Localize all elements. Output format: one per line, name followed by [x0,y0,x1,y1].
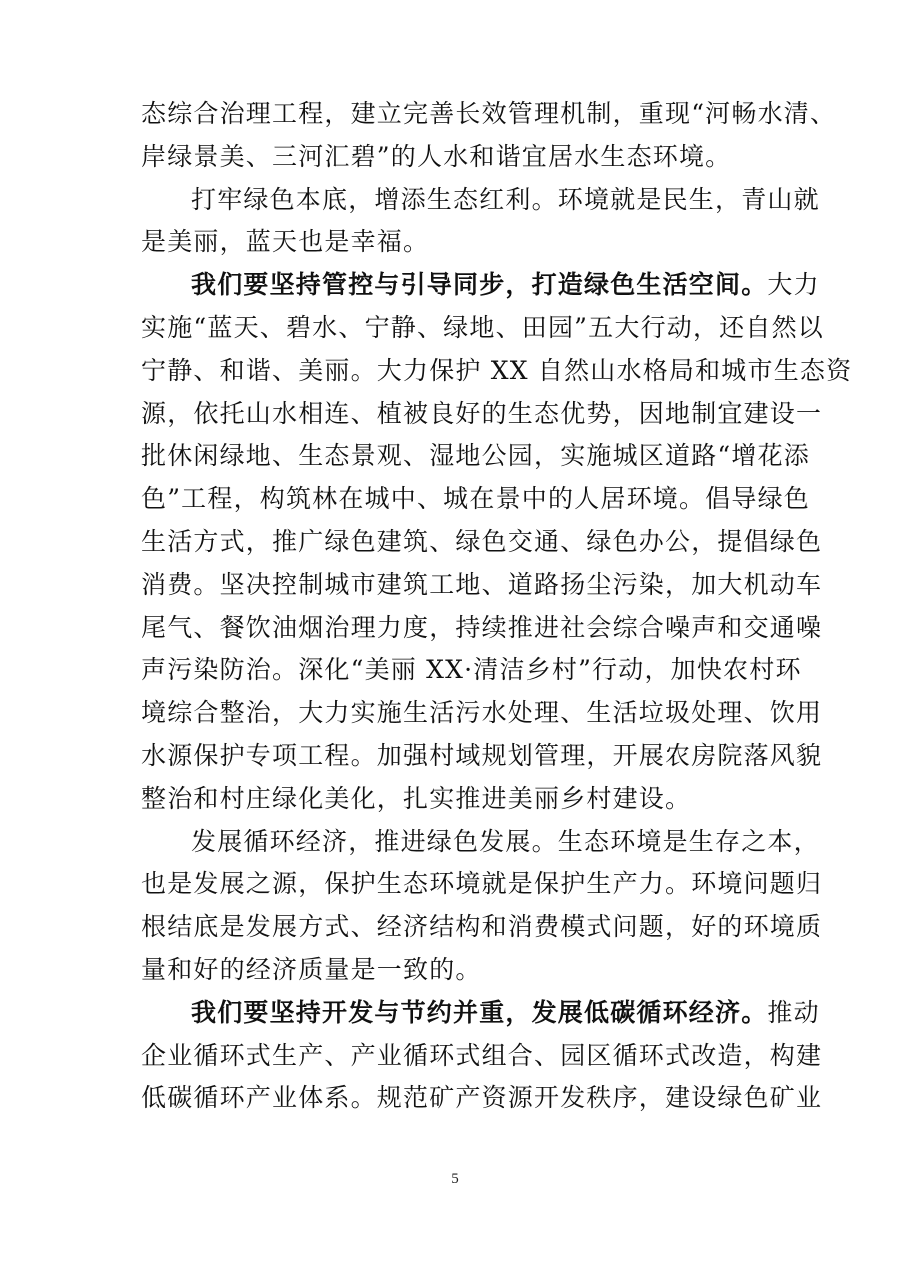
text-line: 是美丽，蓝天也是幸福。 [141,227,430,257]
text-line: 企业循环式生产、产业循环式组合、园区循环式改造，构建 [141,1040,823,1070]
text-line: 消费。坚决控制城市建筑工地、道路扬尘污染，加大机动车 [141,569,823,599]
text-run: 推动 [767,997,820,1027]
text-line: 境综合整治，大力实施生活污水处理、生活垃圾处理、饮用 [141,698,823,728]
text-line: 发展循环经济，推进绿色发展。生态环境是生存之本， [191,826,820,856]
text-line: 整治和村庄绿化美化，扎实推进美丽乡村建设。 [141,783,692,813]
text-line: 水源保护专项工程。加强村域规划管理，开展农房院落风貌 [141,740,823,770]
text-line: 态综合治理工程，建立完善长效管理机制，重现“河畅水清、 [141,99,837,128]
text-line: 色”工程，构筑林在城中、城在景中的人居环境。倡导绿色 [141,484,810,514]
paragraph-4 [141,821,823,992]
text-line: 宁静、和谐、美丽。大力保护 XX 自然山水格局和城市生态资 [141,355,853,385]
paragraph-2 [141,179,820,265]
text-line: 声污染防治。深化“美丽 XX·清洁乡村”行动，加快农村环 [141,655,802,685]
text-line: 源，依托山水相连、植被良好的生态优势，因地制宜建设一 [141,398,823,428]
paragraph-3 [141,264,853,820]
paragraph-5 [141,992,823,1120]
text-line: 实施“蓝天、碧水、宁静、绿地、田园”五大行动，还自然以 [141,312,824,342]
text-run: 大力 [767,270,820,300]
text-line [141,264,820,307]
text-line: 岸绿景美、三河汇碧”的人水和谐宜居水生态环境。 [141,141,732,171]
body-text [141,93,853,1120]
text-line: 批休闲绿地、生态景观、湿地公园，实施城区道路“增花添 [141,441,810,471]
paragraph-1 [141,93,837,179]
text-line: 低碳循环产业体系。规范矿产资源开发秩序，建设绿色矿业 [141,1083,823,1113]
text-line [141,992,820,1035]
text-line: 根结底是发展方式、经济结构和消费模式问题，好的环境质 [141,912,823,942]
text-line: 打牢绿色本底，增添生态红利。环境就是民生，青山就 [191,184,820,214]
text-line: 生活方式，推广绿色建筑、绿色交通、绿色办公，提倡绿色 [141,526,823,556]
bold-lead-sentence: 我们要坚持开发与节约并重，发展低碳循环经济。 [191,997,768,1027]
text-line: 尾气、餐饮油烟治理力度，持续推进社会综合噪声和交通噪 [141,612,823,642]
text-line: 也是发展之源，保护生态环境就是保护生产力。环境问题归 [141,869,823,899]
page-number: 5 [451,1171,459,1187]
bold-lead-sentence: 我们要坚持管控与引导同步，打造绿色生活空间。 [191,270,768,300]
text-line: 量和好的经济质量是一致的。 [141,954,482,984]
